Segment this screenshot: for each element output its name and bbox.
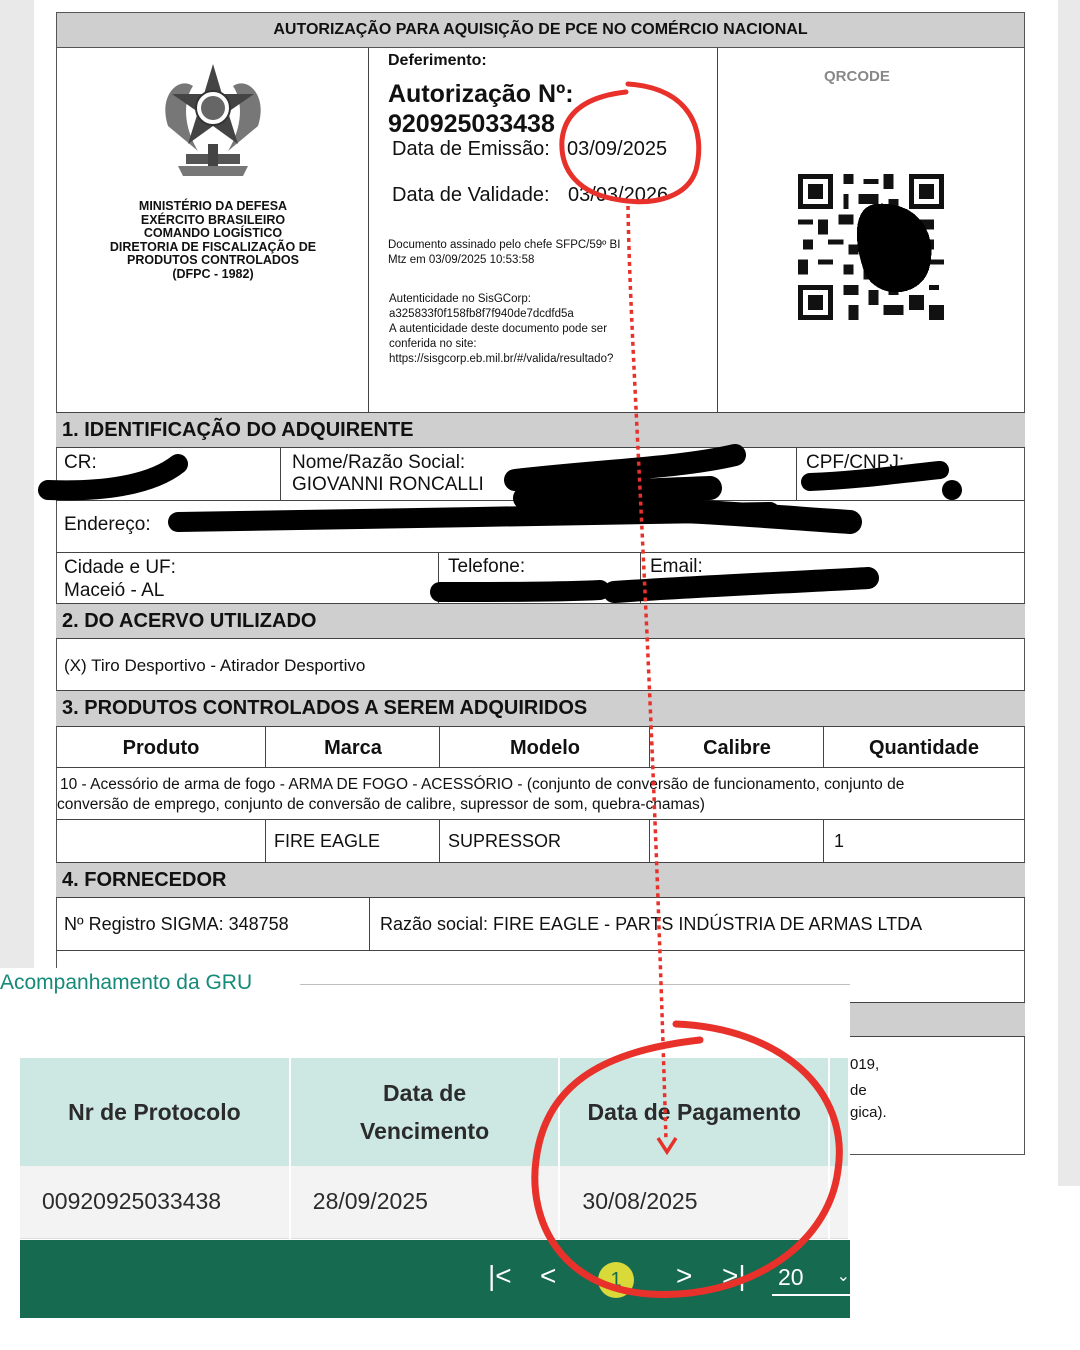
authenticity-line: A autenticidade deste documento pode ser xyxy=(389,323,608,335)
document-title: AUTORIZAÇÃO PARA AQUISIÇÃO DE PCE NO COMÉRCIO NACIONAL xyxy=(56,12,1025,48)
gru-title-line xyxy=(300,984,850,985)
header-pagamento: Data de Pagamento xyxy=(559,1058,829,1166)
endereco-label: Endereço: xyxy=(64,514,151,535)
email-label: Email: xyxy=(650,556,703,577)
pagination-bar xyxy=(20,1240,850,1318)
emissao-value: 03/09/2025 xyxy=(567,138,668,160)
validade-value: 03/03/2026 xyxy=(568,184,669,206)
header-vencimento-line: Vencimento xyxy=(360,1118,490,1144)
cell-extra xyxy=(829,1166,849,1238)
telefone-label: Telefone: xyxy=(448,556,526,577)
page-size-value: 20 xyxy=(778,1264,804,1290)
ministry-line: COMANDO LOGÍSTICO xyxy=(143,226,283,240)
razao-label: Razão social: FIRE EAGLE - PARTS INDÚSTRIA DE ARMAS LTDA xyxy=(380,914,923,934)
product-quantidade: 1 xyxy=(834,831,845,851)
authenticity-line: Autenticidade no SisGCorp: xyxy=(389,293,531,305)
authenticity-link[interactable]: https://sisgcorp.eb.mil.br/#/valida/resultado? xyxy=(389,353,614,365)
gru-title: Acompanhamento da GRU xyxy=(0,971,260,995)
authenticity-line: a325833f0f158fb8f7f940de7dcdfd5a xyxy=(389,308,574,320)
header-vencimento-line: Data de xyxy=(383,1080,467,1106)
autorizacao-number: 920925033438 xyxy=(388,110,555,138)
gru-panel xyxy=(0,968,850,1350)
first-page-icon[interactable]: |< xyxy=(488,1260,512,1291)
ministry-line: (DFPC - 1982) xyxy=(172,266,254,281)
autorizacao-label: Autorização Nº: xyxy=(388,80,574,108)
deferimento-label: Deferimento: xyxy=(388,52,487,69)
ministry-line: EXÉRCITO BRASILEIRO xyxy=(140,212,286,227)
legal-fragment: 019, xyxy=(850,1056,880,1073)
header-modelo: Modelo xyxy=(510,737,580,759)
product-marca: FIRE EAGLE xyxy=(274,831,381,851)
cr-label: CR: xyxy=(64,452,97,473)
validade-label: Data de Validade: xyxy=(392,184,550,206)
ministry-line: PRODUTOS CONTROLADOS xyxy=(127,253,299,267)
next-page-icon[interactable]: > xyxy=(676,1260,693,1291)
header-quantidade: Quantidade xyxy=(868,737,979,759)
product-description-line: 10 - Acessório de arma de fogo - ARMA DE FOGO - ACESSÓRIO - (conjunto de conversão de funcionamento, conjunto de xyxy=(60,776,905,793)
header-vencimento xyxy=(290,1058,560,1166)
page-size-select[interactable] xyxy=(772,1264,850,1296)
table-row[interactable] xyxy=(20,1166,849,1238)
section-3-title: 3. PRODUTOS CONTROLADOS A SEREM ADQUIRIDOS xyxy=(56,690,1025,727)
cidade-label: Cidade e UF: xyxy=(64,557,176,578)
last-page-icon[interactable]: >| xyxy=(722,1260,746,1291)
sigma-label: Nº Registro SIGMA: 348758 xyxy=(64,914,289,934)
prev-page-icon[interactable]: < xyxy=(540,1260,557,1291)
section-1-title: 1. IDENTIFICAÇÃO DO ADQUIRENTE xyxy=(56,412,1025,448)
cidade-value: Maceió - AL xyxy=(64,580,165,601)
signature-line: Documento assinado pelo chefe SFPC/59º BI xyxy=(388,239,621,251)
signature-line: Mtz em 03/09/2025 10:53:58 xyxy=(388,254,535,266)
header-calibre: Calibre xyxy=(703,737,771,759)
qrcode-label: QRCODE xyxy=(824,68,890,85)
legal-fragment: gica). xyxy=(850,1104,887,1121)
header-protocolo: Nr de Protocolo xyxy=(20,1058,290,1166)
section-2-title: 2. DO ACERVO UTILIZADO xyxy=(56,603,1025,639)
product-description-line: conversão de emprego, conjunto de conversão de calibre, supressor de som, quebra-chamas) xyxy=(57,796,705,813)
ministry-line: DIRETORIA DE FISCALIZAÇÃO DE xyxy=(109,239,317,254)
acervo-value: (X) Tiro Desportivo - Atirador Desportivo xyxy=(64,656,366,675)
ministry-line: MINISTÉRIO DA DEFESA xyxy=(138,199,288,213)
chevron-down-icon: ⌄ xyxy=(836,1268,850,1285)
cell-pagamento: 30/08/2025 xyxy=(559,1166,829,1238)
product-modelo: SUPRESSOR xyxy=(448,831,562,851)
header-extra xyxy=(829,1058,849,1166)
cpf-label: CPF/CNPJ: xyxy=(806,452,905,473)
gru-table xyxy=(20,1058,850,1239)
nome-value: GIOVANNI RONCALLI xyxy=(292,474,484,495)
cell-protocolo: 00920925033438 xyxy=(20,1166,290,1238)
current-page-button[interactable]: 1 xyxy=(598,1262,634,1298)
header-produto: Produto xyxy=(122,737,200,759)
emissao-label: Data de Emissão: xyxy=(392,138,550,160)
gru-header-row xyxy=(20,1058,849,1166)
cell-vencimento: 28/09/2025 xyxy=(290,1166,560,1238)
legal-fragment: de xyxy=(850,1082,867,1099)
header-marca: Marca xyxy=(324,737,382,759)
nome-label: Nome/Razão Social: xyxy=(292,452,466,473)
authenticity-line: conferida no site: xyxy=(389,338,477,350)
section-4-title: 4. FORNECEDOR xyxy=(56,862,1025,898)
